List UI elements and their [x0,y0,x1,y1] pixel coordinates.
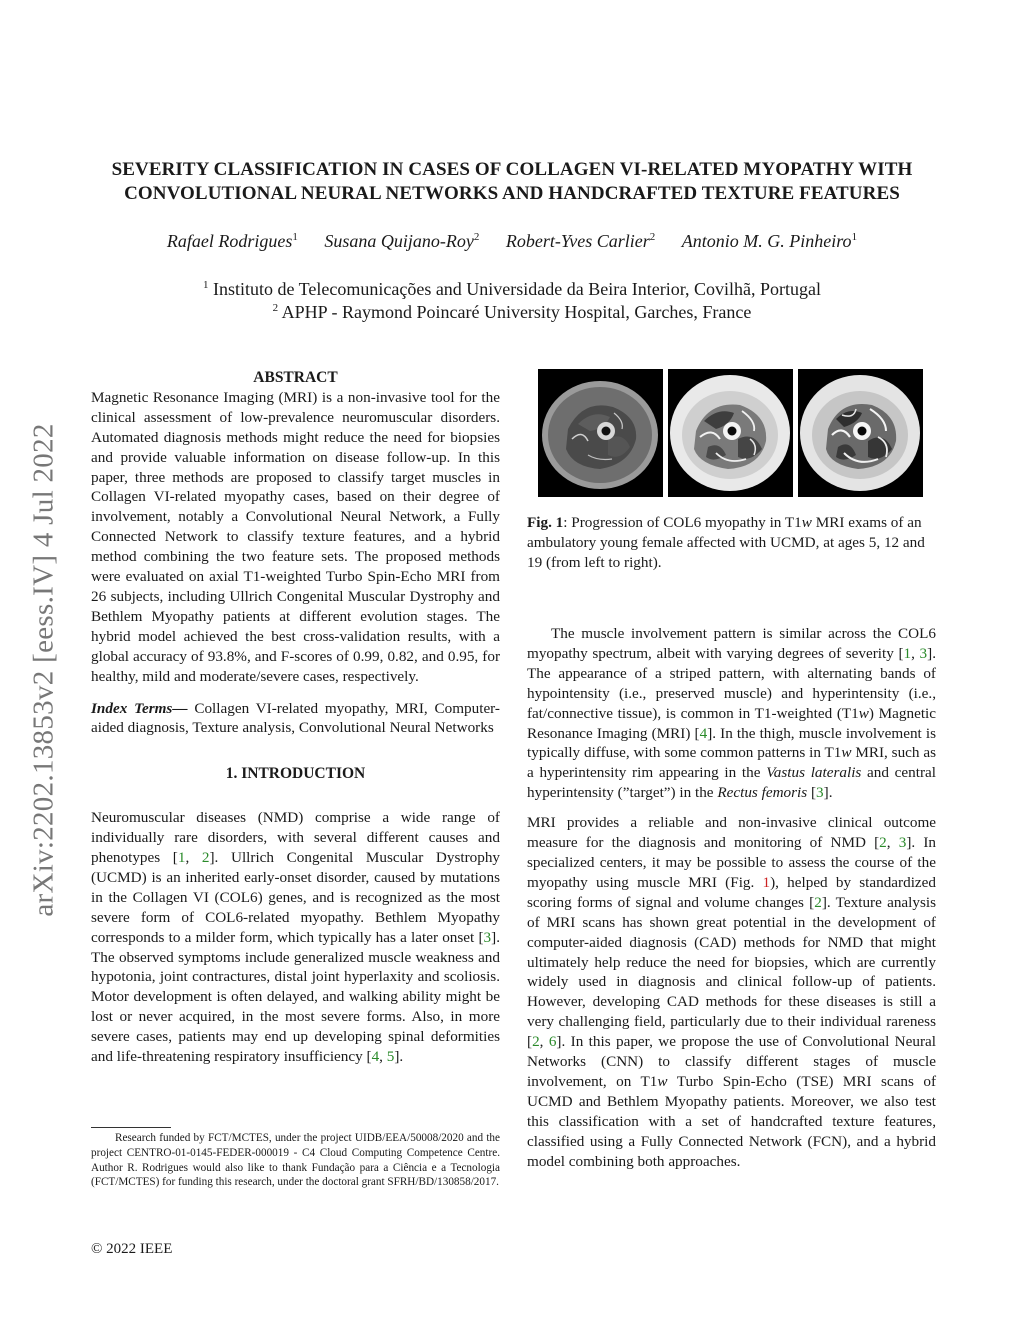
affiliation-2: $^2$ APHP - Raymond Poincaré University Hospital, Garches, France [272,302,752,322]
title-line-2: CONVOLUTIONAL NEURAL NETWORKS AND HANDCRAFTED TEXTURE FEATURES [124,183,900,204]
citation-link[interactable]: 1 [903,644,912,662]
figure-1-mri-images [538,369,925,497]
title-line-1: SEVERITY CLASSIFICATION IN CASES OF COLLAGEN VI-RELATED MYOPATHY WITH [111,159,913,180]
citation-link[interactable]: 3 [919,644,928,662]
arxiv-identifier: arXiv:2202.13853v2 [eess.IV] 4 Jul 2022 [27,423,60,917]
abstract-heading: ABSTRACT [253,369,338,386]
body-paragraph-muscle-involvement: The muscle involvement pattern is similar across the COL6 myopathy spectrum, albeit with varying degrees of severity [1, 3]. The appearance of a striped pattern, with alternating bands of hypointensity (i.e., preserved muscle) and hyperintensity (i.e., fat/connective tissue), is common in T1-weighted (T1w) Magnetic Resonance Imaging (MRI) [4]. In the thigh, muscle involvement is typically diffuse, with some common patterns in T1w MRI, such as a hyperintensity rim appearing in the Vastus lateralis and central hyperintensity (”target”) in the Rectus femoris [3]. [527,625,936,802]
citation-link[interactable]: 4 [371,1048,380,1066]
intro-heading: 1. INTRODUCTION [225,765,366,783]
index-terms [91,699,500,739]
figure-1-caption: Fig. 1: Progression of COL6 myopathy in T1w MRI exams of an ambulatory young female affected with UCMD, at ages 5, 12 and 19 (from left to right). [527,514,925,571]
body-paragraph-mri: MRI provides a reliable and non-invasive clinical outcome measure for the diagnosis and monitoring of NMD [2, 3]. In specialized centers, it may be possible to assess the course of the myopathy using muscle MRI (Fig. 1), helped by standardized scoring forms of signal and volume changes [2]. Texture analysis of MRI scans has shown great potential in the development of computer-aided diagnosis (CAD) methods for NMD that might ultimately help reduce the need for biopsies, which are currently widely used in diagnosis and clinical follow-up of patients. However, developing CAD methods for these diseases is still a very challenging field, particularly due to their individual rareness [2, 6]. In this paper, we propose the use of Convolutional Neural Networks (CNN) to classify different stages of muscle involvement, on T1w Turbo Spin-Echo (TSE) MRI scans of UCMD and Bethlem Myopathy patients. Moreover, we also test this classification with a set of handcrafted texture features, classified using a Fully Connected Network (FCN), and a hybrid model combining both approaches. [527,814,937,1170]
right-column [527,624,936,1171]
funding-footnote: Research funded by FCT/MCTES, under the project UIDB/EEA/50008/2020 and the project CENTRO-01-0145-FEDER-000019 - C4 Cloud Computing Competence Centre. Author R. Rodrigues would also like to thank Fundação para a Ciência e a Tecnologia (FCT/MCTES) for funding this research, under the doctoral grant SFRH/BD/130858/2017. [91,1132,500,1189]
index-terms-label: Index Terms— [91,699,188,717]
arxiv-sidebar [22,370,66,970]
left-column [91,368,500,1067]
footnote-rule [91,1127,171,1128]
citation-link[interactable]: 4 [699,724,708,742]
abstract-text: Magnetic Resonance Imaging (MRI) is a non-invasive tool for the clinical assessment of low-prevalence neuromuscular disorders. Automated diagnosis methods might reduce the need for biopsies and provide valuable information on disease follow-up. In this paper, three methods are proposed to classify target muscles in Collagen VI-related myopathy cases, based on their degree of involvement, notably a Convolutional Neural Network, a Fully Connected Network to classify texture features, and a hybrid method combining the two feature sets. The proposed methods were evaluated on axial T1-weighted Turbo Spin-Echo MRI from 26 subjects, including Ullrich Congenital Muscular Dystrophy and Bethlem Myopathy patients at different evolution stages. The hybrid model achieved the best cross-validation results, with a global accuracy of 93.8%, and F-scores of 0.99, 0.82, and 0.95, for healthy, mild and moderate/severe cases, respectively. [91,388,500,685]
author-2: Susana Quijano-Roy$^2$ [324,231,480,251]
index-terms-text: Collagen VI-related myopathy, MRI, Computer-aided diagnosis, Texture analysis, Convolutional Neural Networks [91,699,500,737]
affiliations [60,278,964,324]
figure-label: Fig. 1 [527,514,564,531]
affiliation-1: $^1$ Instituto de Telecomunicações and Universidade da Beira Interior, Covilhã, Portugal [202,279,821,299]
citation-link[interactable]: 2 [879,834,887,852]
intro-paragraph: Neuromuscular diseases (NMD) comprise a wide range of individually rare disorders, with several different causes and phenotypes [1, 2]. Ullrich Congenital Muscular Dystrophy (UCMD) is an inherited early-onset disorder, caused by mutations in the Collagen VI (COL6) genes, and is recognized as the most severe form of COL6-related myopathy. Bethlem Myopathy corresponds to a milder form, which typically has a later onset [3]. The observed symptoms include generalized muscle weakness and hypotonia, joint contractures, distal joint hyperlaxity and scoliosis. Motor development is often delayed, and walking ability might be lost or never acquired, in the most severe forms. Also, in more severe cases, patients may end up developing spinal deformities and life-threatening respiratory insufficiency [4, 5]. [91,809,501,1066]
mri-scan-age-12 [668,369,793,497]
citation-link[interactable]: 1 [177,849,186,867]
author-4: Antonio M. G. Pinheiro$^1$ [681,231,858,251]
copyright-notice: © 2022 IEEE [91,1241,173,1257]
citation-link[interactable]: 2 [532,1033,540,1051]
author-list [60,229,964,253]
citation-link[interactable]: 2 [201,849,210,867]
citation-link[interactable]: 2 [814,893,822,911]
paper-title [60,158,964,206]
citation-link[interactable]: 3 [483,928,492,946]
author-3: Robert-Yves Carlier$^2$ [505,231,656,251]
mri-scan-age-5 [538,369,663,497]
citation-link[interactable]: 5 [386,1048,395,1066]
mri-scan-age-19 [798,369,923,497]
citation-link[interactable]: 6 [548,1033,557,1051]
figure-reference-link[interactable]: 1 [762,873,771,891]
citation-link[interactable]: 3 [816,784,824,802]
citation-link[interactable]: 3 [898,834,907,852]
author-1: Rafael Rodrigues$^1$ [166,231,298,251]
